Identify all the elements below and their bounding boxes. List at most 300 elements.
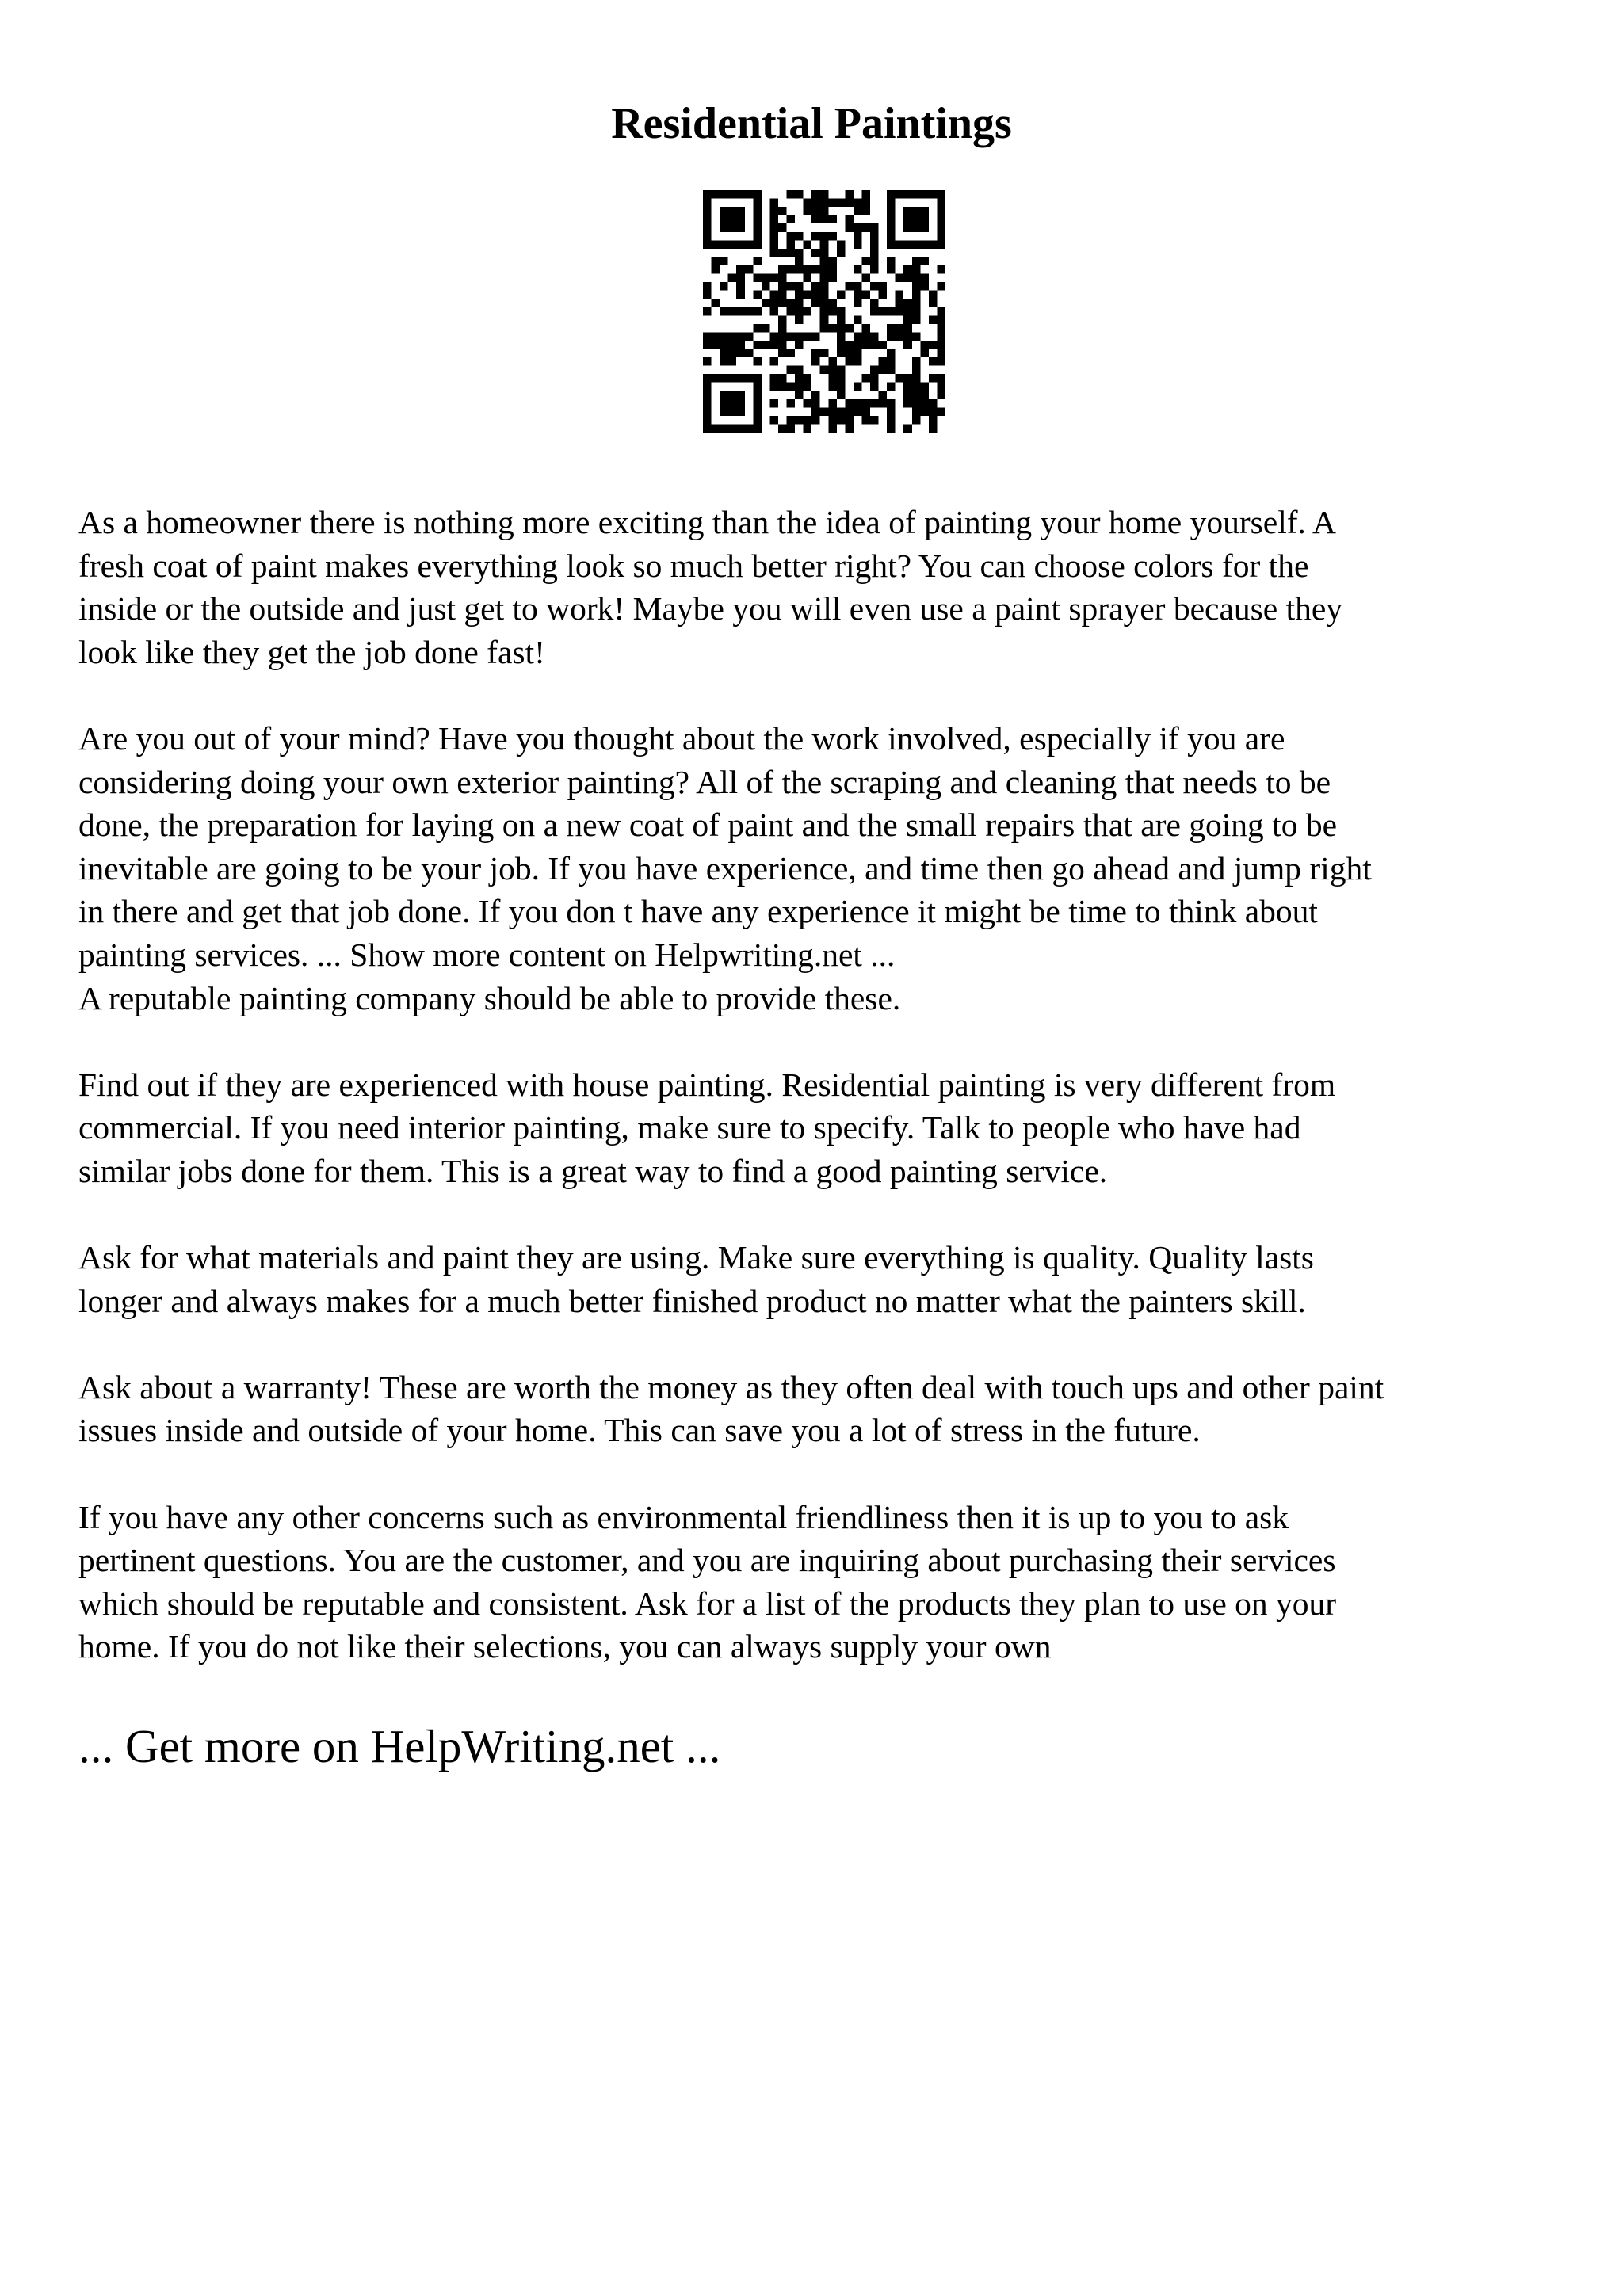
qr-module (769, 332, 778, 341)
qr-module (912, 265, 921, 274)
qr-module (745, 240, 754, 249)
text-line: inside or the outside and just get to work! Maybe you will even use a paint sprayer because they (78, 590, 1343, 627)
qr-module (854, 357, 862, 366)
qr-module (879, 366, 888, 375)
qr-module (736, 190, 745, 199)
qr-module (870, 257, 879, 265)
qr-module (920, 257, 929, 265)
qr-module (720, 307, 728, 316)
qr-module (903, 215, 912, 224)
qr-module (795, 332, 804, 341)
qr-module (728, 307, 737, 316)
qr-module (745, 374, 754, 383)
qr-module (837, 407, 846, 416)
qr-module (728, 223, 737, 232)
qr-module (804, 265, 812, 274)
qr-module (736, 223, 745, 232)
qr-module (728, 190, 737, 199)
qr-module (804, 307, 812, 316)
qr-module (820, 199, 829, 208)
qr-module (712, 265, 720, 274)
qr-module (812, 291, 820, 299)
qr-module (812, 416, 820, 425)
qr-module (870, 265, 879, 274)
qr-module (778, 265, 787, 274)
qr-module (703, 357, 712, 366)
qr-module (870, 341, 879, 349)
qr-module (787, 240, 796, 249)
qr-module (903, 240, 912, 249)
qr-module (795, 341, 804, 349)
qr-module (720, 332, 728, 341)
qr-module (804, 424, 812, 433)
qr-module (736, 240, 745, 249)
qr-module (937, 207, 945, 215)
qr-module (879, 357, 888, 366)
qr-module (804, 416, 812, 425)
qr-module (795, 307, 804, 316)
qr-module (870, 223, 879, 232)
qr-module (870, 282, 879, 291)
qr-module (795, 299, 804, 307)
qr-module (937, 391, 945, 399)
qr-module (887, 424, 896, 433)
qr-module (787, 249, 796, 257)
qr-module (753, 399, 762, 408)
qr-module (753, 407, 762, 416)
get-more-link[interactable]: ... Get more on HelpWriting.net ... (78, 1720, 721, 1772)
qr-module (795, 366, 804, 375)
qr-module (920, 407, 929, 416)
qr-module (778, 249, 787, 257)
qr-module (778, 315, 787, 324)
qr-module (937, 190, 945, 199)
qr-module (920, 341, 929, 349)
qr-module (712, 424, 720, 433)
qr-module (769, 299, 778, 307)
qr-code-graphic (703, 190, 945, 433)
qr-module (769, 207, 778, 215)
qr-module (728, 240, 737, 249)
qr-module (828, 366, 837, 375)
qr-module (820, 324, 829, 333)
qr-module (762, 274, 770, 283)
qr-module (787, 416, 796, 425)
qr-module (828, 199, 837, 208)
qr-module (703, 374, 712, 383)
qr-module (720, 374, 728, 383)
qr-module (912, 416, 921, 425)
qr-module (870, 416, 879, 425)
qr-module (912, 357, 921, 366)
qr-module (728, 357, 737, 366)
qr-module (837, 249, 846, 257)
qr-module (912, 282, 921, 291)
qr-module (861, 207, 870, 215)
qr-module (778, 274, 787, 283)
qr-module (854, 383, 862, 391)
paragraph-6 (78, 1366, 1568, 1452)
qr-module (769, 357, 778, 366)
qr-module (753, 324, 762, 333)
qr-module (903, 332, 912, 341)
qr-module (896, 190, 904, 199)
qr-module (887, 307, 896, 316)
qr-module (854, 341, 862, 349)
qr-module (787, 307, 796, 316)
qr-module (795, 383, 804, 391)
qr-module (929, 315, 938, 324)
qr-module (720, 341, 728, 349)
qr-module (728, 215, 737, 224)
qr-module (837, 240, 846, 249)
paragraph-1 (78, 501, 1568, 673)
qr-module (753, 257, 762, 265)
qr-module (854, 223, 862, 232)
qr-module (703, 199, 712, 208)
qr-module (795, 315, 804, 324)
qr-module (703, 424, 712, 433)
qr-module (820, 299, 829, 307)
qr-module (912, 407, 921, 416)
qr-module (820, 349, 829, 357)
qr-module (845, 424, 854, 433)
qr-module (703, 207, 712, 215)
qr-module (769, 274, 778, 283)
qr-module (903, 324, 912, 333)
qr-module (854, 407, 862, 416)
article-body (78, 501, 1568, 1712)
qr-module (820, 265, 829, 274)
qr-module (837, 383, 846, 391)
qr-module (854, 332, 862, 341)
qr-module (903, 207, 912, 215)
text-line: As a homeowner there is nothing more exciting than the idea of painting your home yourself. A (78, 504, 1336, 540)
qr-module (795, 190, 804, 199)
qr-module (912, 366, 921, 375)
qr-module (887, 383, 896, 391)
qr-module (745, 190, 754, 199)
text-line: look like they get the job done fast! (78, 633, 545, 670)
qr-module (837, 374, 846, 383)
qr-module (879, 341, 888, 349)
qr-module (887, 349, 896, 357)
qr-module (812, 391, 820, 399)
qr-module (828, 416, 837, 425)
qr-module (845, 407, 854, 416)
qr-module (879, 291, 888, 299)
show-more-line: painting services. ... Show more content on Helpwriting.net ... (78, 936, 896, 973)
qr-module (812, 282, 820, 291)
qr-module (828, 299, 837, 307)
qr-module (887, 399, 896, 408)
qr-module (912, 383, 921, 391)
qr-module (736, 265, 745, 274)
qr-module (937, 332, 945, 341)
qr-module (769, 307, 778, 316)
qr-module (837, 332, 846, 341)
qr-module (753, 215, 762, 224)
qr-module (787, 215, 796, 224)
qr-module (937, 265, 945, 274)
qr-module (795, 416, 804, 425)
qr-code-icon (703, 190, 945, 433)
text-line: Ask about a warranty! These are worth the money as they often deal with touch ups and other paint (78, 1368, 1384, 1405)
qr-module (712, 341, 720, 349)
qr-module (769, 199, 778, 208)
qr-module (736, 391, 745, 399)
qr-module (828, 399, 837, 408)
qr-module (804, 199, 812, 208)
qr-module (903, 223, 912, 232)
qr-module (887, 324, 896, 333)
qr-module (720, 190, 728, 199)
qr-module (854, 282, 862, 291)
qr-module (787, 383, 796, 391)
qr-module (703, 399, 712, 408)
qr-module (903, 315, 912, 324)
qr-module (703, 332, 712, 341)
qr-module (703, 407, 712, 416)
qr-module (845, 416, 854, 425)
qr-module (937, 282, 945, 291)
qr-module (861, 274, 870, 283)
qr-module (820, 240, 829, 249)
paragraph-5 (78, 1236, 1568, 1322)
qr-module (769, 416, 778, 425)
qr-module (845, 324, 854, 333)
qr-module (778, 282, 787, 291)
qr-module (769, 374, 778, 383)
text-line: in there and get that job done. If you don t have any experience it might be time to think about (78, 893, 1318, 930)
qr-module (720, 391, 728, 399)
qr-module (937, 349, 945, 357)
qr-module (753, 307, 762, 316)
qr-module (753, 391, 762, 399)
qr-module (795, 232, 804, 241)
qr-module (837, 324, 846, 333)
qr-module (736, 424, 745, 433)
qr-module (778, 424, 787, 433)
qr-module (769, 249, 778, 257)
qr-module (845, 349, 854, 357)
qr-module (912, 391, 921, 399)
qr-module (795, 249, 804, 257)
qr-module (929, 341, 938, 349)
qr-module (820, 249, 829, 257)
qr-module (804, 383, 812, 391)
qr-module (712, 240, 720, 249)
qr-module (703, 240, 712, 249)
qr-module (720, 240, 728, 249)
qr-module (870, 307, 879, 316)
qr-module (745, 424, 754, 433)
qr-module (937, 315, 945, 324)
qr-module (736, 341, 745, 349)
qr-module (736, 332, 745, 341)
qr-module (870, 249, 879, 257)
qr-module (879, 307, 888, 316)
qr-module (812, 199, 820, 208)
qr-module (762, 324, 770, 333)
qr-module (903, 383, 912, 391)
qr-module (769, 223, 778, 232)
qr-module (787, 424, 796, 433)
qr-module (812, 215, 820, 224)
qr-module (845, 357, 854, 366)
qr-module (937, 232, 945, 241)
qr-module (753, 274, 762, 283)
qr-module (720, 257, 728, 265)
qr-module (753, 223, 762, 232)
qr-module (745, 349, 754, 357)
text-line: commercial. If you need interior painting, make sure to specify. Talk to people who have had (78, 1109, 1301, 1146)
qr-module (837, 291, 846, 299)
qr-module (787, 190, 796, 199)
qr-module (861, 324, 870, 333)
qr-module (887, 190, 896, 199)
qr-module (912, 332, 921, 341)
qr-module (912, 257, 921, 265)
qr-module (828, 257, 837, 265)
qr-module (787, 232, 796, 241)
qr-module (787, 399, 796, 408)
qr-module (912, 399, 921, 408)
qr-module (854, 199, 862, 208)
qr-module (920, 223, 929, 232)
qr-module (828, 265, 837, 274)
qr-module (896, 299, 904, 307)
qr-module (903, 341, 912, 349)
text-line: inevitable are going to be your job. If you have experience, and time then go ahead and jump right (78, 849, 1372, 887)
paragraph-3 (78, 977, 1568, 1020)
qr-module (769, 215, 778, 224)
text-line: home. If you do not like their selections, you can always supply your own (78, 1628, 1052, 1665)
page-title: Residential Paintings (611, 99, 1012, 148)
qr-module (837, 199, 846, 208)
qr-module (753, 341, 762, 349)
qr-module (920, 349, 929, 357)
qr-module (845, 282, 854, 291)
qr-module (820, 215, 829, 224)
qr-module (736, 274, 745, 283)
qr-module (703, 383, 712, 391)
qr-module (854, 207, 862, 215)
qr-module (812, 299, 820, 307)
qr-module (879, 399, 888, 408)
qr-module (887, 357, 896, 366)
qr-module (854, 315, 862, 324)
qr-module (820, 274, 829, 283)
qr-module (929, 416, 938, 425)
qr-module (870, 399, 879, 408)
qr-module (712, 374, 720, 383)
qr-module (937, 215, 945, 224)
qr-module (837, 391, 846, 399)
qr-module (929, 299, 938, 307)
qr-module (753, 291, 762, 299)
qr-module (728, 374, 737, 383)
qr-module (720, 424, 728, 433)
qr-module (820, 315, 829, 324)
qr-module (728, 399, 737, 408)
text-line: which should be reputable and consistent. Ask for a list of the products they plan to use on your (78, 1585, 1337, 1622)
qr-module (795, 265, 804, 274)
qr-module (753, 416, 762, 425)
qr-module (753, 232, 762, 241)
qr-module (820, 190, 829, 199)
paragraph-7 (78, 1496, 1568, 1669)
qr-module (837, 341, 846, 349)
qr-module (820, 291, 829, 299)
qr-module (736, 349, 745, 357)
qr-module (745, 265, 754, 274)
qr-module (861, 223, 870, 232)
qr-module (820, 407, 829, 416)
qr-module (903, 265, 912, 274)
qr-module (937, 240, 945, 249)
qr-module (703, 190, 712, 199)
qr-module (787, 265, 796, 274)
qr-module (736, 407, 745, 416)
qr-module (912, 299, 921, 307)
qr-module (861, 190, 870, 199)
qr-module (769, 240, 778, 249)
qr-module (870, 374, 879, 383)
qr-module (912, 215, 921, 224)
qr-module (712, 299, 720, 307)
qr-module (736, 399, 745, 408)
qr-module (753, 424, 762, 433)
qr-module (912, 190, 921, 199)
qr-module (720, 215, 728, 224)
qr-module (887, 232, 896, 241)
qr-module (920, 207, 929, 215)
qr-module (854, 240, 862, 249)
qr-module (837, 307, 846, 316)
qr-module (903, 374, 912, 383)
qr-module (762, 282, 770, 291)
qr-module (861, 399, 870, 408)
qr-module (937, 407, 945, 416)
qr-module (912, 223, 921, 232)
qr-module (778, 291, 787, 299)
qr-module (845, 215, 854, 224)
qr-module (912, 207, 921, 215)
qr-module (845, 190, 854, 199)
qr-module (912, 307, 921, 316)
qr-module (861, 341, 870, 349)
qr-module (753, 240, 762, 249)
qr-module (920, 190, 929, 199)
qr-module (728, 391, 737, 399)
qr-module (728, 341, 737, 349)
qr-module (795, 257, 804, 265)
qr-module (887, 215, 896, 224)
qr-module (703, 341, 712, 349)
qr-module (887, 366, 896, 375)
qr-module (745, 307, 754, 316)
qr-module (828, 383, 837, 391)
text-line: issues inside and outside of your home. This can save you a lot of stress in the future. (78, 1412, 1201, 1449)
qr-module (820, 366, 829, 375)
text-line: longer and always makes for a much better finished product no matter what the painters skill. (78, 1282, 1306, 1319)
qr-module (778, 349, 787, 357)
qr-module (728, 424, 737, 433)
qr-module (937, 374, 945, 383)
qr-module (854, 399, 862, 408)
qr-module (820, 232, 829, 241)
